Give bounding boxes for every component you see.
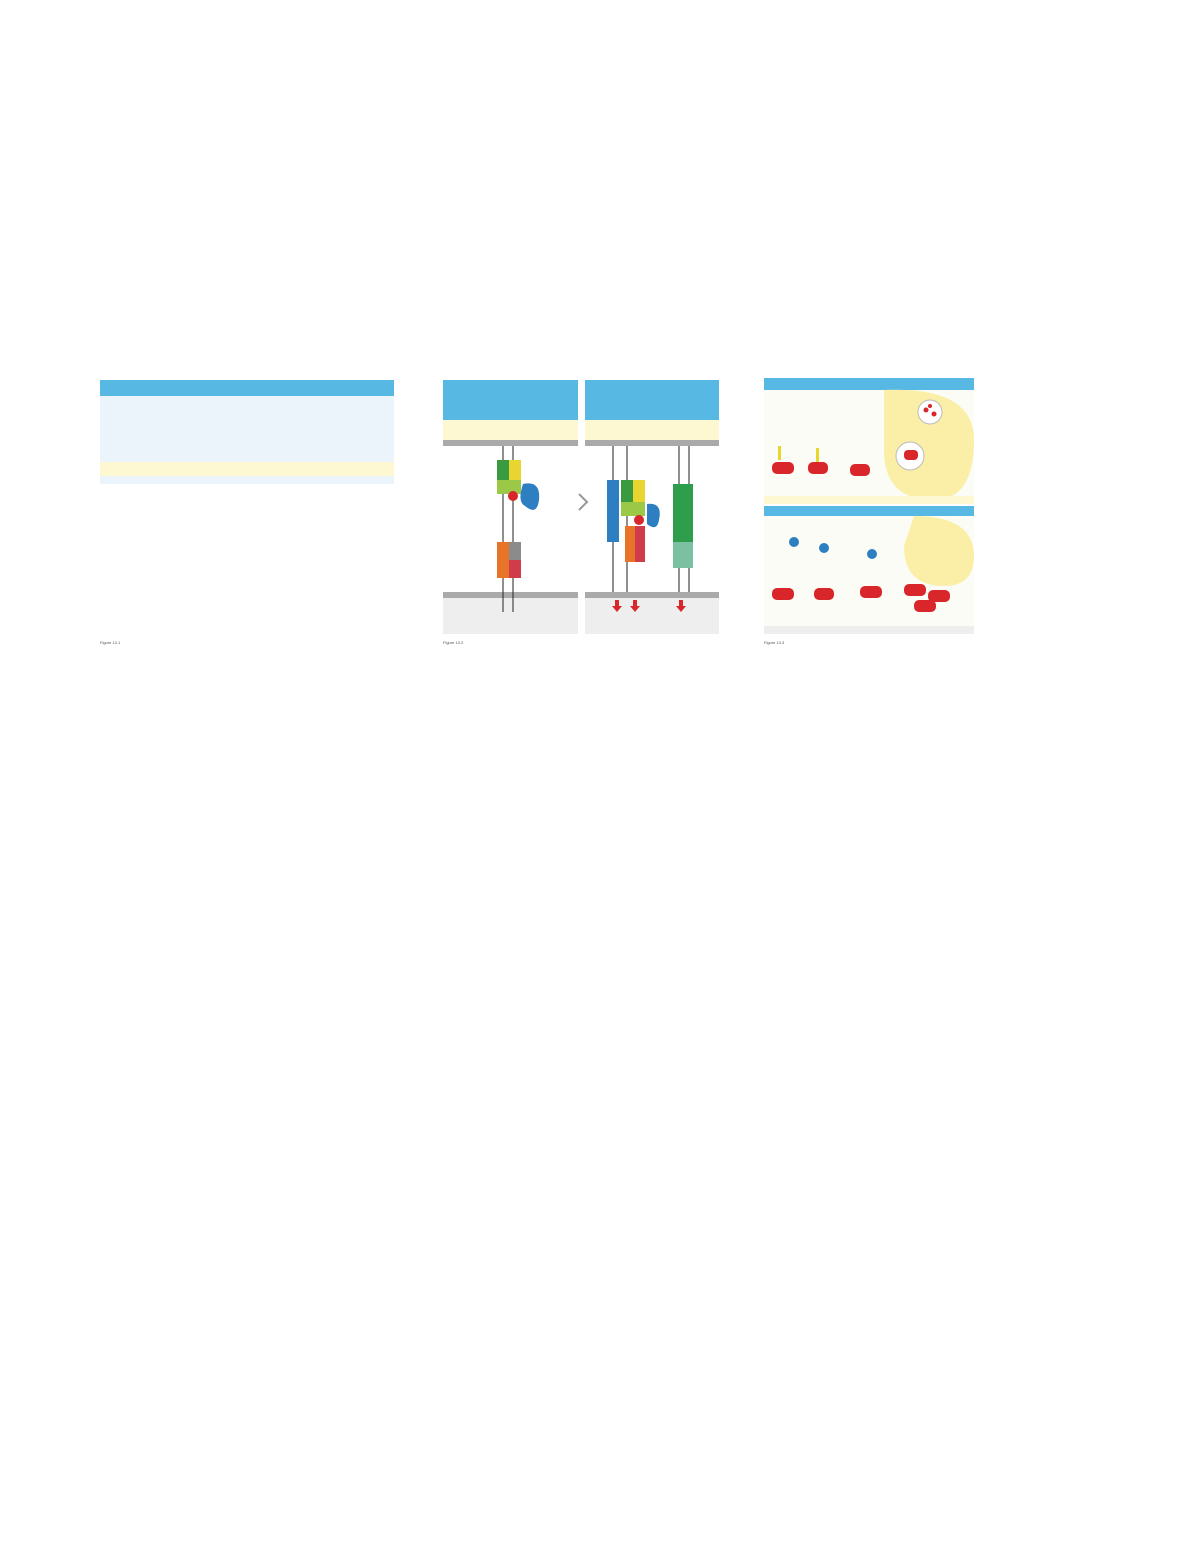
- svg-text:Figure 13.3: Figure 13.3: [764, 640, 785, 645]
- svg-text:Figure 13.2: Figure 13.2: [443, 640, 464, 645]
- figure-b: [443, 376, 719, 648]
- figure-b-diagram: [443, 376, 719, 648]
- figure-c: [764, 376, 974, 648]
- figure-a-diagram: [100, 376, 394, 648]
- figure-c-diagram: [764, 376, 974, 648]
- svg-text:Figure 13.1: Figure 13.1: [100, 640, 121, 645]
- figure-a: [100, 376, 394, 648]
